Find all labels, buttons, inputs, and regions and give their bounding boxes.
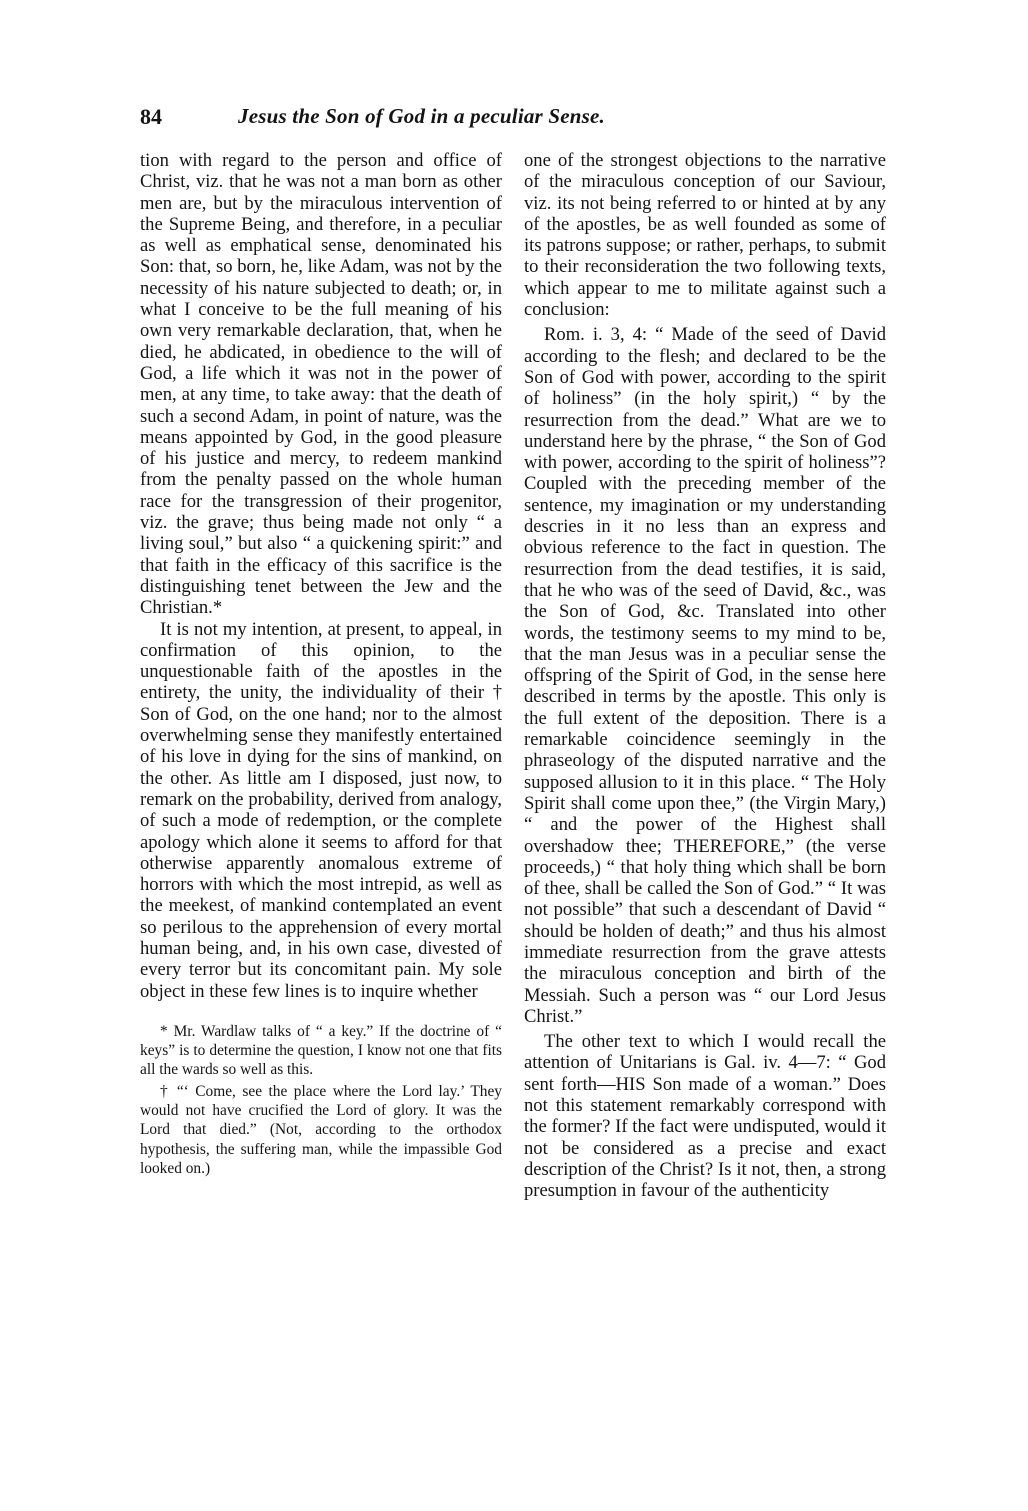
left-paragraph-1: tion with regard to the person and office of Christ, viz. that he was not a man born as other men are, but by the miraculous intervention of the Supreme Being, and therefore, in a peculiar as well as emphatical sense, denominated his Son: that, so born, he, like Adam, was not by the necessity of his nature subjected to death; or, in what I conceive to be the full meaning of his own very remarkable declaration, that, when he died, he abdicated, in obedience to the will of God, a life which it was not in the power of men, at any time, to take away: that the death of such a second Adam, in point of nature, was the means appointed by God, in the good pleasure of his justice and mercy, to redeem mankind from the penalty passed on the whole human race for the transgression of their progenitor, viz. the grave; thus being made not only “ a living soul,” but also “ a quickening spirit:” and that faith in the efficacy of this sacrifice is the distinguishing tenet between the Jew and the Christian.*	[140, 150, 502, 619]
right-paragraph-2: Rom. i. 3, 4: “ Made of the seed of David according to the flesh; and declared to be the Son of God with power, according to the spirit of holiness” (in the holy spirit,) “ by the resurrection from the dead.” What are we to understand here by the phrase, “ the Son of God with power, according to the spirit of holiness”? Coupled with the preceding member of the sentence, my imagination or my understanding descries in it no less than an express and obvious reference to the fact in question. The resurrection from the dead testifies, it is said, that he who was of the seed of David, &c., was the Son of God, &c. Translated into other words, the testimony seems to my mind to be, that the man Jesus was in a peculiar sense the offspring of the Spirit of God, in the sense here described in terms by the apostle. This only is the full extent of the deposition. There is a remarkable coincidence seemingly in the phraseology of the disputed narrative and the supposed allusion to it in this place. “ The Holy Spirit shall come upon thee,” (the Virgin Mary,) “ and the power of the Highest shall overshadow thee; THEREFORE,” (the verse proceeds,) “ that holy thing which shall be born of thee, shall be called the Son of God.” “ It was not possible” that such a descendant of David “ should be holden of death;” and thus his almost immediate resurrection from the grave attests the miraculous conception and birth of the Messiah. Such a person was “ our Lord Jesus Christ.”	[524, 324, 886, 1027]
right-column	[524, 150, 886, 1202]
left-column	[140, 150, 502, 1180]
right-paragraph-3: The other text to which I would recall the attention of Unitarians is Gal. iv. 4—7: “ God sent forth—HIS Son made of a woman.” Does not this statement remarkably correspond with the former? If the fact were undisputed, would it not be considered as a precise and exact description of the Christ? Is it not, then, a strong presumption in favour of the authenticity	[524, 1031, 886, 1202]
page-header	[140, 104, 900, 138]
footnotes	[140, 1022, 502, 1178]
running-title: Jesus the Son of God in a peculiar Sense.	[238, 104, 605, 128]
right-paragraph-1: one of the strongest objections to the narrative of the miraculous conception of our Saviour, viz. its not being referred to or hinted at by any of the apostles, be as well founded as some of its patrons suppose; or rather, perhaps, to submit to their reconsideration the two following texts, which appear to me to militate against such a conclusion:	[524, 150, 886, 321]
footnote-2: † “‘ Come, see the place where the Lord lay.’ They would not have crucified the Lord of glory. It was the Lord that died.” (Not, according to the orthodox hypothesis, the suffering man, while the impassible God looked on.)	[140, 1082, 502, 1177]
footnote-1: * Mr. Wardlaw talks of “ a key.” If the doctrine of “ keys” is to determine the question, I know not one that fits all the wards so well as this.	[140, 1022, 502, 1079]
page-number: 84	[140, 104, 162, 129]
left-paragraph-2: It is not my intention, at present, to appeal, in confirmation of this opinion, to the unquestionable faith of the apostles in the entirety, the unity, the individuality of their † Son of God, on the one hand; nor to the almost overwhelming sense they manifestly entertained of his love in dying for the sins of mankind, on the other. As little am I disposed, just now, to remark on the probability, derived from analogy, of such a mode of redemption, or the complete apology which alone it seems to afford for that otherwise apparently anomalous extreme of horrors with which the most intrepid, as well as the meekest, of mankind contemplated an event so perilous to the apprehension of every mortal human being, and, in his own case, divested of every terror but its concomitant pain. My sole object in these few lines is to inquire whether	[140, 618, 502, 1002]
